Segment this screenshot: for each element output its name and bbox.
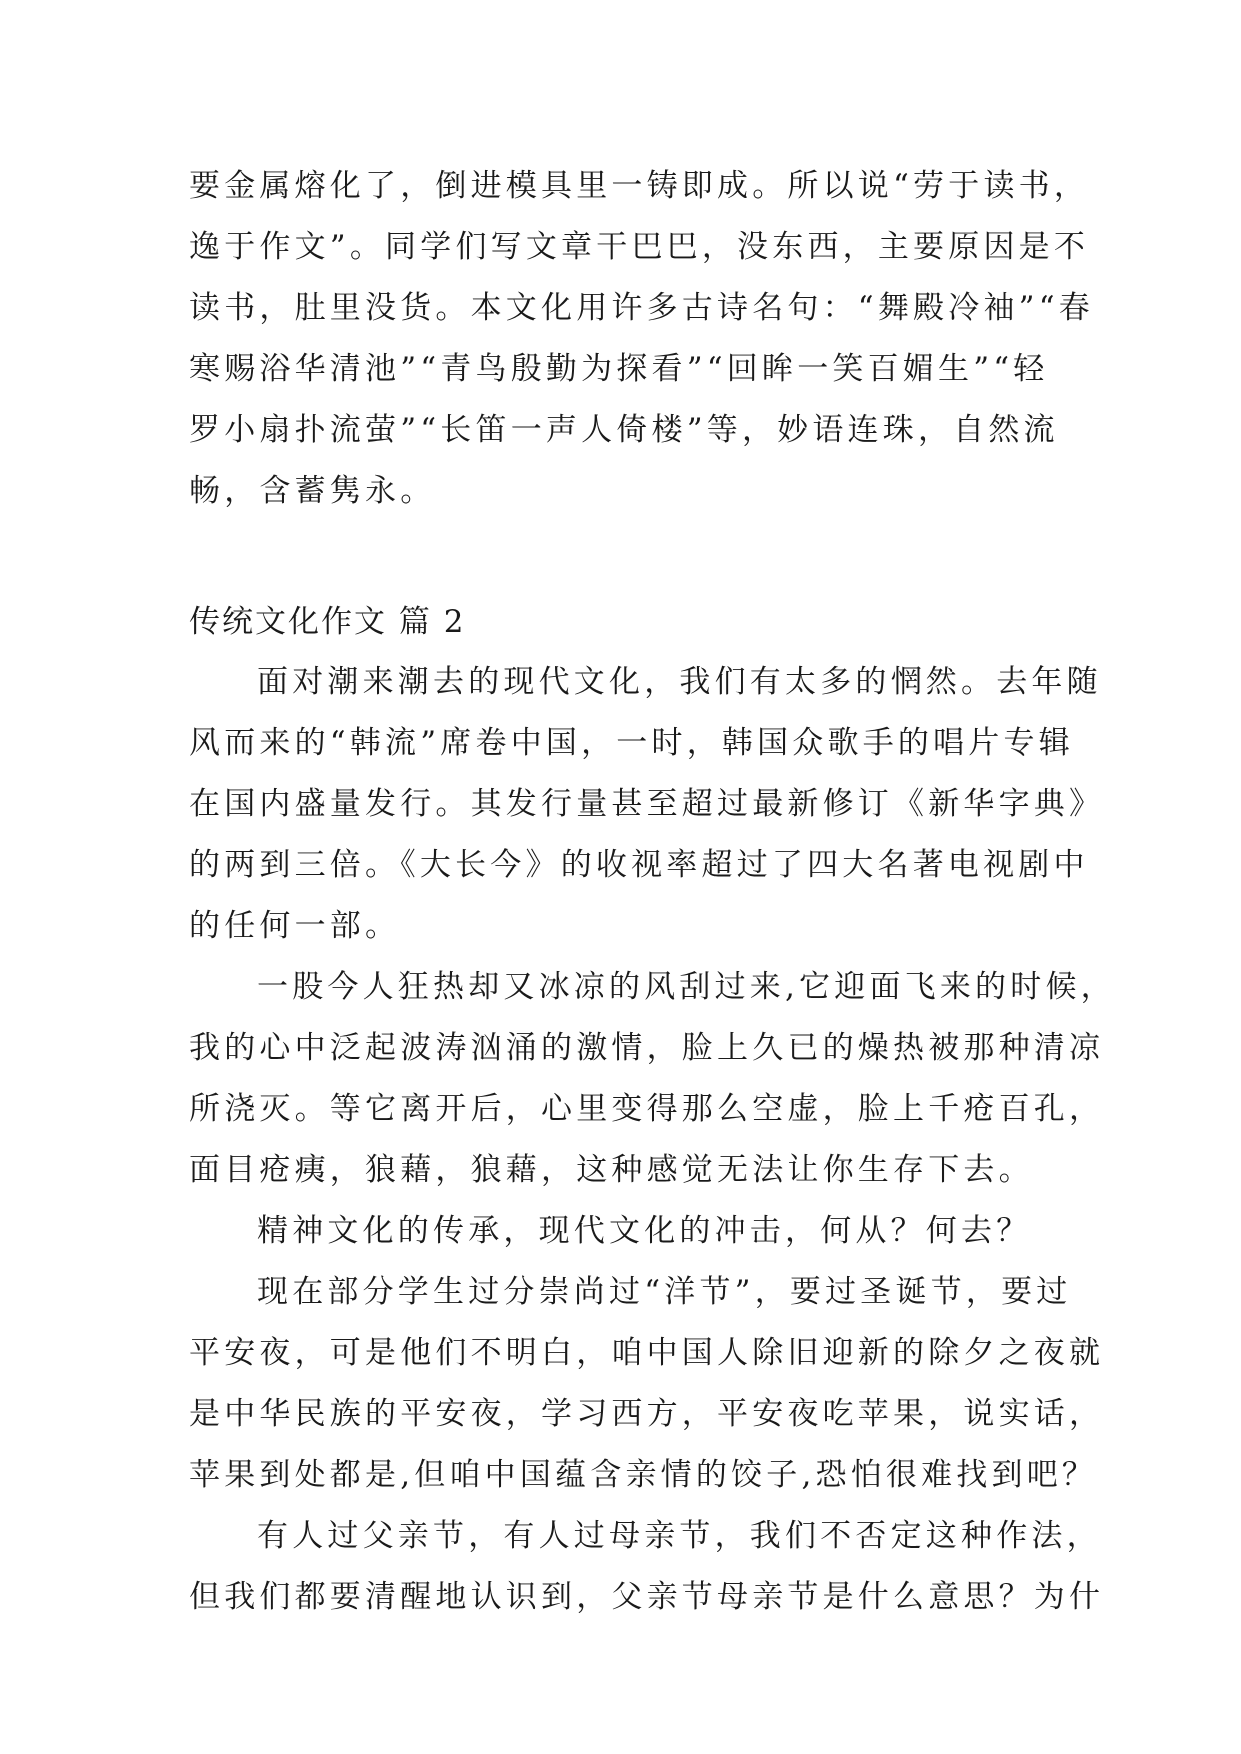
text-line: 逸于作文”。同学们写文章干巴巴，没东西，主要原因是不 — [189, 229, 1090, 265]
text-line: 寒赐浴华清池”“青鸟殷勤为探看”“回眸一笑百媚生”“轻 — [189, 351, 1049, 387]
text-line: 现在部分学生过分崇尚过“洋节”，要过圣诞节，要过 — [257, 1274, 1072, 1310]
paragraph-3 — [189, 1201, 1059, 1262]
text-line: 但我们都要清醒地认识到，父亲节母亲节是什么意思？为什 — [189, 1579, 1105, 1615]
text-line: 苹果到处都是,但咱中国蕴含亲情的饺子,恐怕很难找到吧？ — [189, 1457, 1098, 1493]
text-line: 精神文化的传承，现代文化的冲击，何从？何去？ — [257, 1213, 1032, 1249]
text-line: 风而来的“韩流”席卷中国，一时，韩国众歌手的唱片专辑 — [189, 725, 1074, 761]
section-title: 传统文化作文 篇 2 — [189, 604, 466, 640]
text-line: 所浇灭。等它离开后，心里变得那么空虚，脸上千疮百孔， — [189, 1091, 1105, 1127]
paragraph-5 — [189, 1506, 1105, 1628]
text-line: 面对潮来潮去的现代文化，我们有太多的惘然。去年随 — [257, 664, 1102, 700]
text-line: 畅，含蓄隽永。 — [189, 473, 436, 509]
text-line: 的任何一部。 — [189, 908, 401, 944]
paragraph-4 — [189, 1262, 1105, 1506]
text-line: 我的心中泛起波涛汹涌的激情，脸上久已的燥热被那种清凉 — [189, 1030, 1105, 1066]
text-line: 有人过父亲节，有人过母亲节，我们不否定这种作法， — [257, 1518, 1102, 1554]
text-line: 一股今人狂热却又冰凉的风刮过来,它迎面飞来的时候， — [257, 969, 1116, 1005]
text-line: 在国内盛量发行。其发行量甚至超过最新修订《新华字典》 — [189, 786, 1105, 822]
text-line: 是中华民族的平安夜，学习西方，平安夜吃苹果，说实话， — [189, 1396, 1105, 1432]
text-line: 罗小扇扑流萤”“长笛一声人倚楼”等，妙语连珠，自然流 — [189, 412, 1059, 448]
document-body — [189, 156, 1116, 1628]
paragraph-1 — [189, 652, 1105, 957]
paragraph-2 — [189, 957, 1116, 1201]
text-line: 平安夜，可是他们不明白，咱中国人除旧迎新的除夕之夜就 — [189, 1335, 1105, 1371]
text-line: 读书，肚里没货。本文化用许多古诗名句：“舞殿冷袖”“春 — [189, 290, 1094, 326]
text-line: 要金属熔化了，倒进模具里一铸即成。所以说“劳于读书， — [189, 168, 1090, 204]
text-line: 的两到三倍。《大长今》的收视率超过了四大名著电视剧中 — [189, 847, 1089, 883]
paragraph-continued — [189, 156, 1094, 522]
text-line: 面目疮痍，狼藉，狼藉，这种感觉无法让你生存下去。 — [189, 1152, 1034, 1188]
